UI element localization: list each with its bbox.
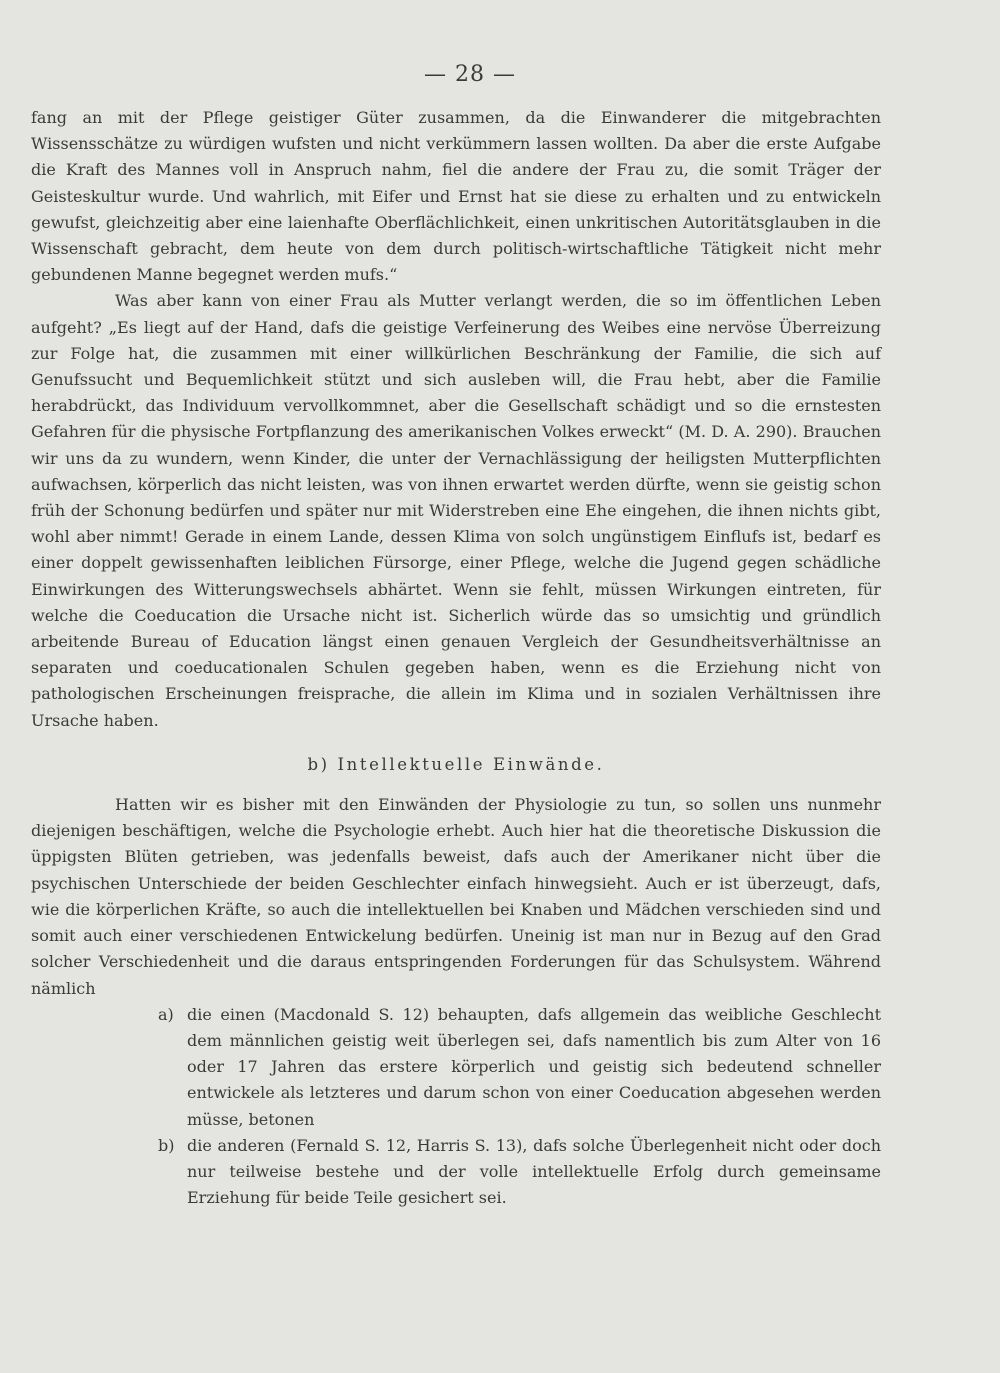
paragraph-mother-question: Was aber kann von einer Frau als Mutter verlangt werden, die so im öffentlichen Leben aufgeht? „Es liegt auf der Hand, dafs die geistige Verfeinerung des Weibes eine nervöse Überreizung zur Folge hat, die zusammen mit einer willkürlichen Beschränkung der Familie, die sich auf Genufssucht und Bequemlichkeit stützt und sich ausleben will, die Frau hebt, aber die Familie herabdrückt, das Individuum vervollkommnet, aber die Gesellschaft schädigt und so die ernstesten Gefahren für die physische Fortpflanzung des amerikanischen Volkes erweckt“ (M. D. A. 290). Brauchen wir uns da zu wundern, wenn Kinder, die unter der Vernachlässigung der heiligsten Mutterpflichten aufwachsen, körperlich das nicht leisten, was von ihnen erwartet werden dürfte, wenn sie geistig schon früh der Schonung bedürfen und später nur mit Widerstreben eine Ehe eingehen, die ihnen nichts gibt, wohl aber nimmt! Gerade in einem Lande, dessen Klima von solch ungünstigem Einflufs ist, bedarf es einer doppelt gewissenhaften leiblichen Fürsorge, einer Pflege, welche die Jugend gegen schädliche Einwirkungen des Witterungswechsels abhärtet. Wenn sie fehlt, müssen Wirkungen eintreten, für welche die Coeducation die Ursache nicht ist. Sicherlich würde das so umsichtig und gründlich arbeitende Bureau of Education längst einen genauen Vergleich der Gesundheitsverhältnisse an separaten und coeducationalen Schulen gegeben haben, wenn es die Erziehung nicht von pathologischen Erscheinungen freisprache, die allein im Klima und in sozialen Verhältnissen ihre Ursache haben.: [31, 291, 881, 730]
section-heading: b) Intellektuelle Einwände.: [307, 754, 605, 774]
list-marker: a): [158, 1004, 174, 1024]
list-item-text: die anderen (Fernald S. 12, Harris S. 13), dafs solche Überlegenheit nicht oder doch nur teilweise bestehe und der volle intellektuelle Erfolg durch gemeinsame Erziehung für beide Teile gesichert sei.: [187, 1135, 881, 1208]
list-marker: b): [158, 1135, 175, 1155]
paragraph-intellectual-objections: Hatten wir es bisher mit den Einwänden der Physiologie zu tun, so sollen uns nunmehr diejenigen beschäftigen, welche die Psychologie erhebt. Auch hier hat die theoretische Diskussion die üppigsten Blüten getrieben, was jedenfalls beweist, dafs auch der Amerikaner nicht über die psychischen Unterschiede der beiden Geschlechter einfach hinwegsieht. Auch er ist überzeugt, dafs, wie die körperlichen Kräfte, so auch die intellektuellen bei Knaben und Mädchen verschieden sind und somit auch einer verschiedenen Entwickelung bedürfen. Uneinig ist man nur in Bezug auf den Grad solcher Verschiedenheit und die daraus entspringenden Forderungen für das Schulsystem. Während nämlich: [31, 795, 881, 998]
list-item-b: [31, 1133, 881, 1212]
list-item-text: die einen (Macdonald S. 12) behaupten, dafs allgemein das weibliche Geschlecht dem männlichen geistig weit überlegen sei, dafs namentlich bis zum Alter von 16 oder 17 Jahren das erstere körperlich und geistig sich bedeutend schneller entwickele als letzteres und darum schon von einer Coeducation abgesehen werden müsse, betonen: [187, 1004, 881, 1129]
list-item-a: [31, 1002, 881, 1133]
page-number: — 28 —: [424, 62, 516, 87]
body-text: [31, 105, 881, 1211]
paragraph-continuation: fang an mit der Pflege geistiger Güter zusammen, da die Einwanderer die mitgebrachten Wissensschätze zu würdigen wufsten und nicht verkümmern lassen wollten. Da aber die erste Aufgabe die Kraft des Mannes voll in Anspruch nahm, fiel die andere der Frau zu, die somit Träger der Geisteskultur wurde. Und wahrlich, mit Eifer und Ernst hat sie diese zu erhalten und zu entwickeln gewufst, gleichzeitig aber eine laienhafte Oberflächlichkeit, einen unkritischen Autoritätsglauben in die Wissenschaft gebracht, dem heute von dem durch politisch-wirtschaftliche Tätigkeit nicht mehr gebundenen Manne begegnet werden mufs.“: [31, 108, 881, 285]
argument-list: [31, 1002, 881, 1212]
